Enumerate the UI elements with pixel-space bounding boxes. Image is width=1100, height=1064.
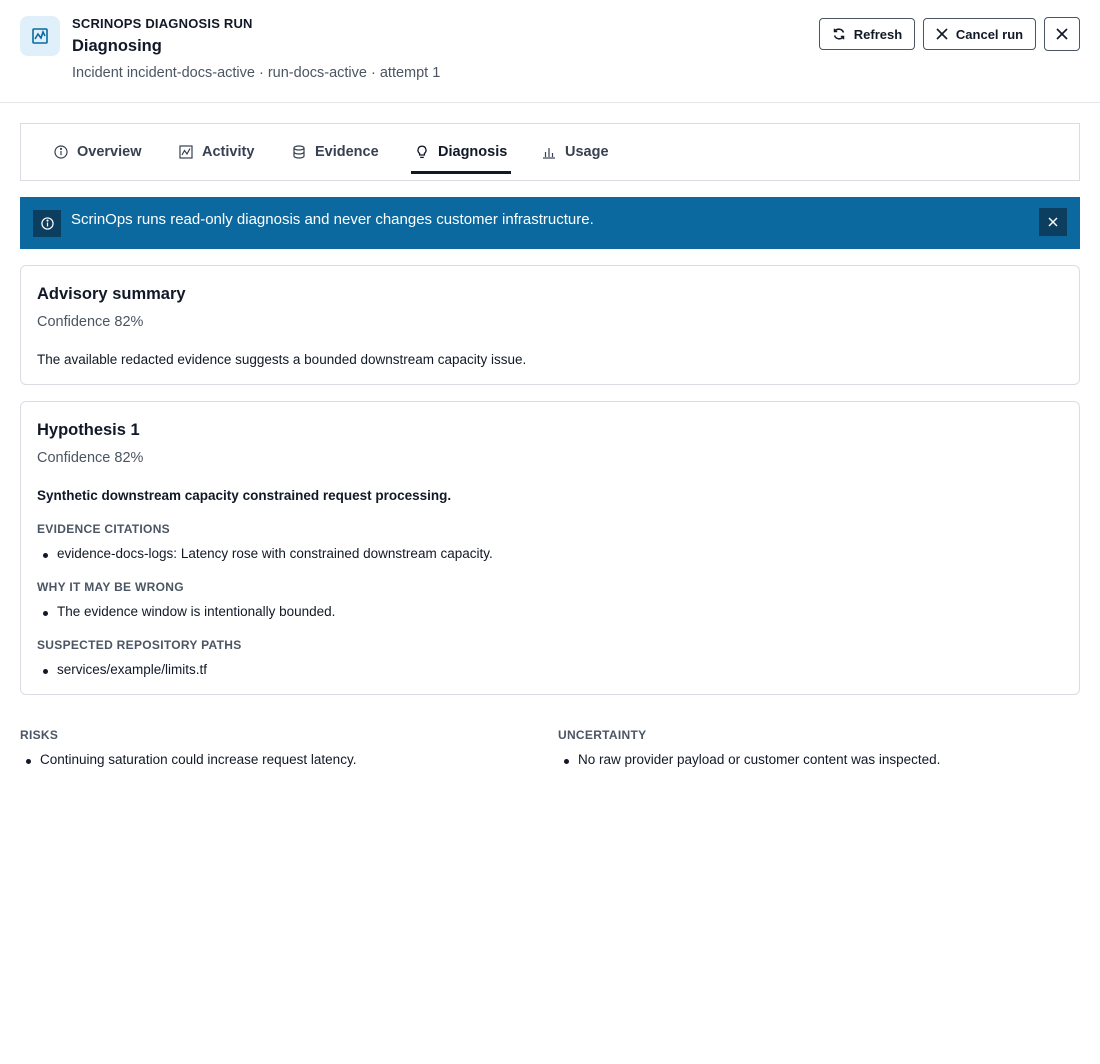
refresh-icon [832,27,846,41]
list-item: No raw provider payload or customer content was inspected. [578,752,941,767]
tab-bar [20,123,1080,181]
list-item: The evidence window is intentionally bounded. [57,604,336,619]
close-icon [1048,217,1058,227]
activity-chart-icon [179,145,193,159]
hypothesis-card [20,401,1080,695]
info-banner [20,197,1080,249]
confidence-value: Confidence 82% [37,314,144,330]
section-label: EVIDENCE CITATIONS [37,522,170,536]
info-icon [33,210,61,237]
activity-chart-icon [20,16,60,56]
close-panel-button[interactable] [1044,17,1080,51]
tab-overview[interactable] [54,124,142,180]
tab-evidence[interactable] [292,124,379,180]
tab-activity[interactable] [179,124,254,180]
page-subtitle: Incident incident-docs-active · run-docs-active · attempt 1 [72,65,441,81]
tab-label: Usage [565,144,609,160]
section-label: WHY IT MAY BE WRONG [37,580,184,594]
section-label: SUSPECTED REPOSITORY PATHS [37,638,242,652]
card-title: Hypothesis 1 [37,421,140,439]
banner-text: ScrinOps runs read-only diagnosis and never changes customer infrastructure. [71,211,594,228]
tab-diagnosis[interactable] [415,124,507,180]
tab-usage[interactable] [542,124,609,180]
uncertainty-label: UNCERTAINTY [558,728,647,742]
list-item: Continuing saturation could increase request latency. [40,752,357,767]
hypothesis-statement: Synthetic downstream capacity constrained request processing. [37,488,452,503]
tab-label: Diagnosis [438,144,508,160]
page-title: Diagnosing [72,37,162,55]
page-eyebrow: SCRINOPS DIAGNOSIS RUN [72,16,253,31]
tab-label: Overview [77,144,142,160]
database-icon [292,145,306,159]
cancel-run-label: Cancel run [955,26,1024,42]
lightbulb-icon [415,145,429,159]
close-icon [936,28,948,40]
cancel-run-button[interactable] [923,18,1036,50]
advisory-summary-card [20,265,1080,385]
list-item: services/example/limits.tf [57,662,208,677]
tab-label: Activity [202,144,255,160]
banner-dismiss-button[interactable] [1039,208,1067,236]
refresh-button[interactable] [819,18,915,50]
info-icon [54,145,68,159]
tab-label: Evidence [315,144,379,160]
page-header [0,0,1100,103]
bar-chart-icon [542,145,556,159]
list-item: evidence-docs-logs: Latency rose with constrained downstream capacity. [57,546,493,561]
refresh-label: Refresh [853,26,903,42]
close-icon [1056,28,1068,40]
risks-label: RISKS [20,728,59,742]
confidence-value: Confidence 82% [37,450,144,466]
summary-text: The available redacted evidence suggests a bounded downstream capacity issue. [37,352,527,367]
card-title: Advisory summary [37,285,186,303]
